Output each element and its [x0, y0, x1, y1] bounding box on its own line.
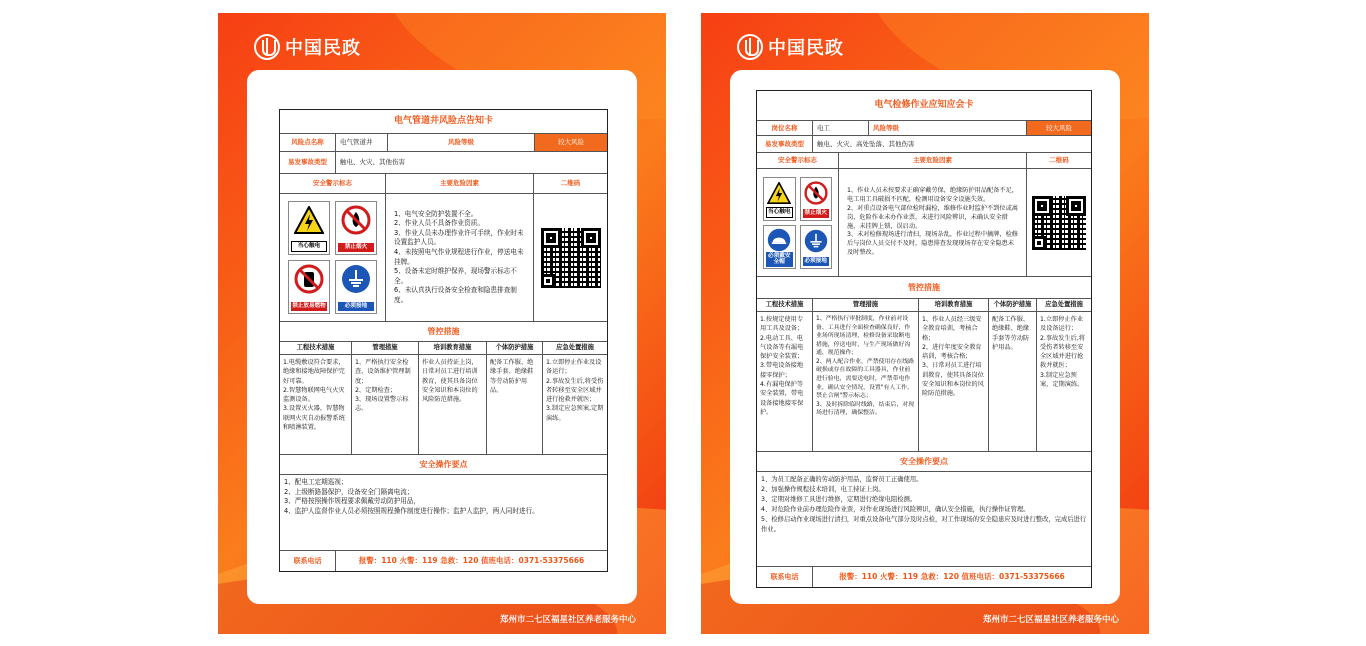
post-value: 电工 — [813, 121, 869, 136]
risk-level-label: 风险等级 — [869, 121, 1027, 136]
qr-header: 二维码 — [1027, 153, 1091, 169]
ministry-logo — [737, 34, 844, 60]
logo-text: 中国民政 — [285, 38, 361, 59]
sign-must-ground: 必须接地 — [335, 260, 377, 314]
risk-level-value: 较大风险 — [1027, 121, 1091, 136]
sign-wear-helmet: 必须戴安全帽 — [763, 225, 796, 269]
footer-organization: 郑州市二七区福星社区养老服务中心 — [982, 615, 1119, 625]
warning-signs — [280, 194, 386, 322]
knowledge-card-poster-right — [701, 13, 1149, 634]
risk-card — [279, 109, 608, 572]
contact-phone-label: 联系电话 — [757, 567, 813, 587]
signs-header: 安全警示标志 — [757, 153, 839, 169]
sign-no-flammables: 禁止放易燃物 — [288, 260, 330, 314]
sign-no-fire: 禁止烟火 — [800, 177, 833, 221]
warning-signs — [757, 169, 839, 277]
accident-type-label: 易发事故类型 — [280, 152, 336, 174]
risk-level-value: 较大风险 — [535, 134, 607, 152]
risk-level-label: 风险等级 — [388, 134, 535, 152]
footer-organization: 郑州市二七区福星社区养老服务中心 — [499, 615, 636, 625]
contact-phone-row — [757, 567, 1091, 587]
contact-phone-label: 联系电话 — [280, 551, 336, 571]
qr-header: 二维码 — [534, 174, 607, 194]
ministry-logo — [254, 34, 361, 60]
risk-name-label: 风险点名称 — [280, 134, 336, 152]
risk-factors-list: 1、电气安全防护装置不全。 2、作业人员不具备作业资质。 3、作业人员未办理作业许可手续，作业时未设置监护人员。 4、未按照电气作业规程进行作业，停送电未挂牌。 5、设备未定时维护保养，现场警示标志不全。 6、未认真执行设备安全检查和隐患排查制度。 — [386, 194, 534, 322]
accident-type-label: 易发事故类型 — [757, 136, 813, 153]
ministry-emblem-icon — [254, 34, 280, 60]
qr-code-icon[interactable] — [1032, 196, 1086, 250]
sign-electric-shock: 当心触电 — [763, 177, 796, 221]
qr-code-area — [534, 194, 607, 322]
accident-type-value: 触电、火灾、其他伤害 — [336, 152, 607, 174]
sign-no-fire: 禁止烟火 — [335, 201, 377, 255]
safety-points-title: 安全操作要点 — [757, 452, 1091, 472]
qr-code-icon[interactable] — [541, 228, 601, 288]
contact-phone-row — [280, 551, 607, 571]
knowledge-card — [756, 90, 1092, 588]
risk-notice-poster-left — [218, 13, 666, 634]
emergency-numbers[interactable]: 报警：110 火警：119 急救：120 值班电话：0371-53375666 — [358, 556, 585, 566]
accident-type-value: 触电、火灾、高处坠落、其他伤害 — [813, 136, 1091, 153]
signs-header: 安全警示标志 — [280, 174, 386, 194]
control-measures-table: 工程技术措施 1.按规定使用专用工具及设备； 2.电动工具、电气设备等有漏电保护安全装置； 3.带电设备接地接零保护； 4.有漏电保护等安全装置，带电设备接地接零保护。 管理措施 1、严格执行审批制度，作业前对设备、工具进行全面检查确保良好，作业场所现场清理，检修设备采取断电措施，停送电时，与生产现场做好沟通，规范操作； 2、两人配合作业，严禁使用存在线路破损或存在故障的工具器具，作业前进行验电，需要送电时，严禁带电作业，确认安全情况，设置"有人工作，禁止合闸"警示标志； 3、及时拆除临时线路，结束后，对现场进行清理，确保整洁。 培训教育措施 1、作业人员经三级安全教育培训，考核合格； 2、进行年度安全教育培训，考核合格； 3、日常对员工进行培训教育，使其具备岗位安全知识和本岗位的风险防范措施。 个体防护措施 配备工作服、绝缘鞋、绝缘手套等劳动防护用品。 应急处置措施 1.立即停止作业及设备运行； 2.事故发生后,将受伤者转移至安全区域并进行抢救并就医； 3.制定应急预案，定期演练。 — [757, 299, 1091, 452]
factors-header: 主要危险因素 — [386, 174, 534, 194]
emergency-numbers[interactable]: 报警：110 火警：119 急救：120 值班电话：0371-53375666 — [839, 572, 1065, 582]
qr-code-area — [1027, 169, 1091, 277]
factors-header: 主要危险因素 — [839, 153, 1027, 169]
sign-must-ground: 必须接地 — [800, 225, 833, 269]
logo-text: 中国民政 — [768, 38, 844, 59]
safety-points-title: 安全操作要点 — [280, 455, 607, 475]
control-measures-title: 管控措施 — [757, 277, 1091, 299]
risk-factors-list: 1、作业人员未按要求正确穿戴劳保，绝缘防护用品配备不足，电工用工具破损不匹配，检测用设备安全设施失效。 2、对重点设备电气部位检时漏检，维修作业时监护不到位或离岗，危险作业未办作业票，未进行风险辨识，未确认安全措施，未挂牌上锁，误启动。 3、未对检修现场进行清扫，现场杂乱，作业过程中摘牌，检修后与岗位人员交付不及时，隐患排查发现现场存在安全隐患未及时整改。 — [839, 169, 1027, 277]
control-measures-title: 管控措施 — [280, 322, 607, 342]
ministry-emblem-icon — [737, 34, 763, 60]
post-label: 岗位名称 — [757, 121, 813, 136]
safety-points-list: 1、配电工定期巡视； 2、上级断路器保护，设备安全门隔离电流； 3、严格按照操作规程要求佩戴劳动防护用品， 4、监护人监督作业人员必须按照规程操作制度进行操作；监护人监护，两人同时进行。 — [280, 475, 607, 551]
risk-name-value: 电气管道井 — [336, 134, 388, 152]
control-measures-table: 工程技术措施 1.电缆敷设符合要求，绝缘和接地故障保护完好可靠。 2.智慧物联网电气火灾监测设备。 3.设置灭火器，智慧物联网火灾自动报警系统和喷淋装置。 管理措施 1、严格执行安全检查、设备维护管理制度； 2、定期检查； 3、现场设置警示标志。 培训教育措施 作业人员持证上岗，日常对员工进行培训教育，使其具备岗位安全知识和本岗位的风险防范措施。 个体防护措施 配备工作服、绝缘手套、绝缘鞋等劳动防护用品。 应急处置措施 1.立即停止作业及设备运行； 2.事故发生后,将受伤者转移至安全区域并进行抢救并就医； 3.制定应急预案,定期演练。 — [280, 342, 607, 455]
card-title: 电气检修作业应知应会卡 — [757, 91, 1091, 121]
safety-points-list: 1、为员工配备正确的劳动防护用品，监督员工正确使用。 2、加强操作规程技术培训，电工持证上岗。 3、定期对维修工具进行维修，定期进行绝缘电阻检测。 4、对危险作业前办理危险作业票，对作业现场进行风险辨识，确认安全措施，执行操作证管理。 5、检修启动作业现场进行清扫，对重点设备电气部分及时点检，对工作现场的安全隐患应及时进行整改，完成后进行作业。 — [757, 472, 1091, 567]
card-title: 电气管道井风险点告知卡 — [280, 110, 607, 134]
sign-electric-shock: 当心触电 — [288, 201, 330, 255]
